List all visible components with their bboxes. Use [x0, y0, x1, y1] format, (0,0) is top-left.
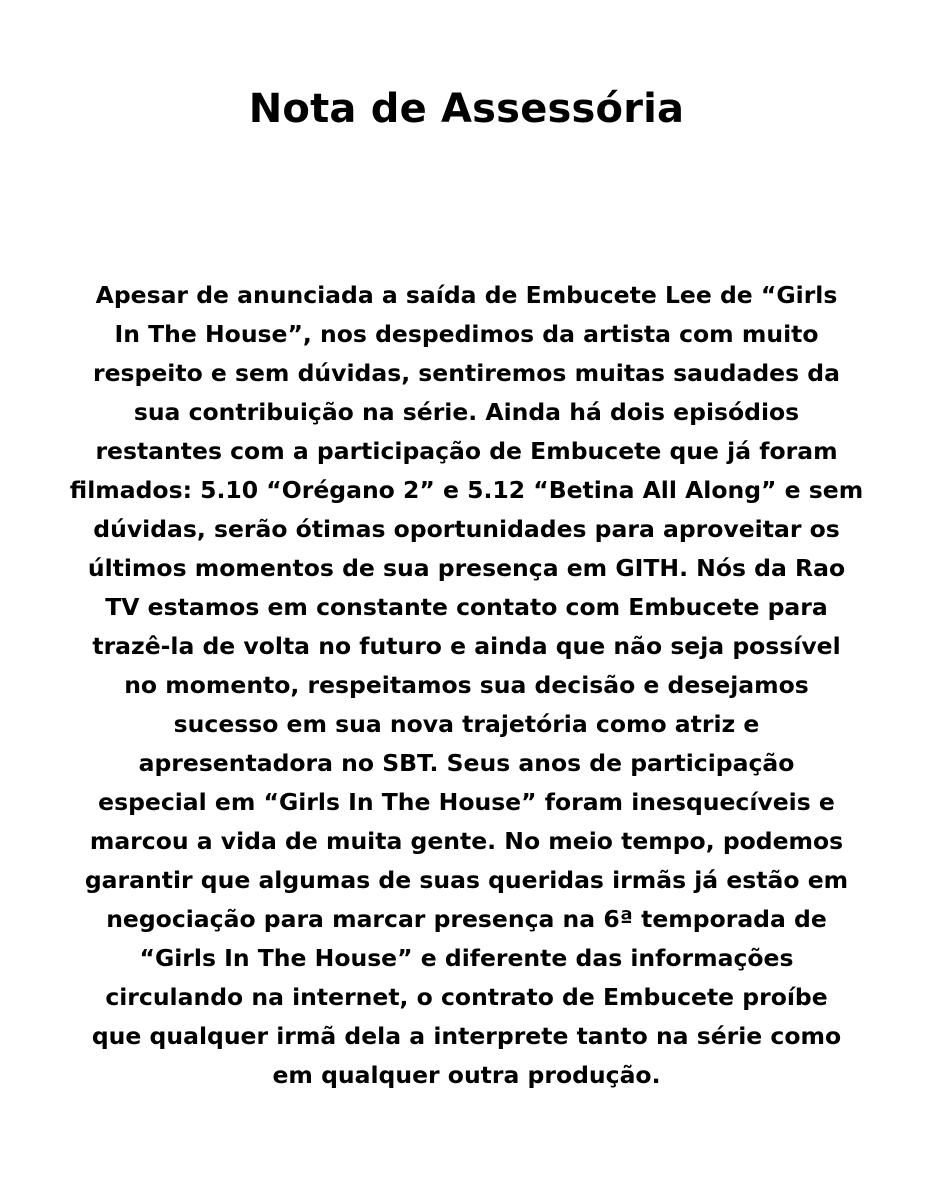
- statement-line: sua contribuição na série. Ainda há dois episódios: [133, 398, 800, 426]
- statement-line: em qualquer outra produção.: [272, 1061, 661, 1089]
- statement-line: dúvidas, serão ótimas oportunidades para aproveitar os: [93, 515, 840, 543]
- statement-line: especial em “Girls In The House” foram inesquecíveis e: [98, 788, 835, 816]
- statement-line: negociação para marcar presença na 6ª temporada de: [106, 905, 827, 933]
- statement-line: últimos momentos de sua presença em GITH. Nós da Rao: [87, 554, 846, 582]
- page-title: Nota de Assessória: [248, 86, 685, 132]
- statement-line: marcou a vida de muita gente. No meio tempo, podemos: [89, 827, 844, 855]
- statement-line: filmados: 5.10 “Orégano 2” e 5.12 “Betina All Along” e sem: [69, 476, 864, 504]
- statement-body: [40, 276, 893, 1095]
- statement-line: respeito e sem dúvidas, sentiremos muitas saudades da: [93, 359, 840, 387]
- statement-line: TV estamos em constante contato com Embucete para: [105, 593, 828, 621]
- statement-line: Apesar de anunciada a saída de Embucete Lee de “Girls: [95, 281, 838, 309]
- statement-line: In The House”, nos despedimos da artista com muito: [114, 320, 819, 348]
- statement-line: no momento, respeitamos sua decisão e desejamos: [124, 671, 809, 699]
- statement-line: trazê-la de volta no futuro e ainda que não seja possível: [92, 632, 841, 660]
- statement-line: apresentadora no SBT. Seus anos de participação: [138, 749, 795, 777]
- statement-line: restantes com a participação de Embucete que já foram: [95, 437, 838, 465]
- statement-line: garantir que algumas de suas queridas irmãs já estão em: [84, 866, 849, 894]
- statement-line: “Girls In The House” e diferente das informações: [139, 944, 794, 972]
- statement-line: sucesso em sua nova trajetória como atriz e: [173, 710, 760, 738]
- statement-line: circulando na internet, o contrato de Embucete proíbe: [105, 983, 828, 1011]
- statement-line: que qualquer irmã dela a interprete tanto na série como: [91, 1022, 842, 1050]
